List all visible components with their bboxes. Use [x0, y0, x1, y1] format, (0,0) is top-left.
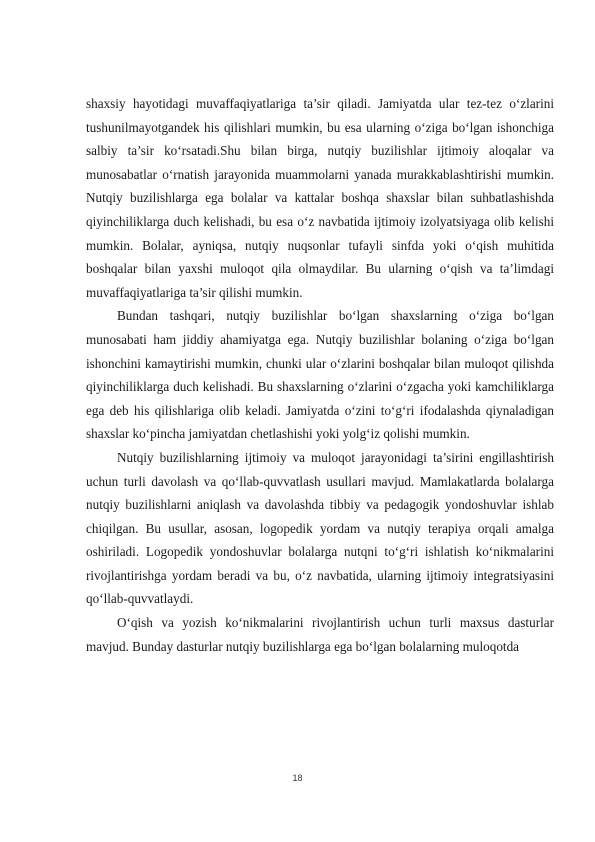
- page-number: 18: [292, 773, 303, 783]
- document-body: [86, 92, 554, 658]
- paragraph-1: shaxsiy hayotidagi muvaffaqiyatlariga ta’sir qiladi. Jamiyatda ular tez-tez o‘zlarini tushunilmayotgandek his qilishlari mumkin, bu esa ularning o‘ziga bo‘lgan ishonchiga salbiy ta’sir ko‘rsatadi.Shu bilan birga, nutqiy buzilishlar ijtimoiy aloqalar va munosabatlar o‘rnatish jarayonida muammolarni yanada murakkablashtirishi mumkin. Nutqiy buzilishlarga ega bolalar va kattalar boshqa shaxslar bilan suhbatlashishda qiyinchiliklarga duch kelishadi, bu esa o‘z navbatida ijtimoiy izolyatsiyaga olib kelishi mumkin. Bolalar, ayniqsa, nutqiy nuqsonlar tufayli sinfda yoki o‘qish muhitida boshqalar bilan yaxshi muloqot qila olmaydilar. Bu ularning o‘qish va ta’limdagi muvaffaqiyatlariga ta’sir qilishi mumkin.: [86, 96, 554, 300]
- paragraph-2: Bundan tashqari, nutqiy buzilishlar bo‘lgan shaxslarning o‘ziga bo‘lgan munosabati ham jiddiy ahamiyatga ega. Nutqiy buzilishlar bolaning o‘ziga bo‘lgan ishonchini kamaytirishi mumkin, chunki ular o‘zlarini boshqalar bilan muloqot qilishda qiyinchiliklarga duch kelishadi. Bu shaxslarning o‘zlarini o‘zgacha yoki kamchiliklarga ega deb his qilishlariga olib keladi. Jamiyatda o‘zini to‘g‘ri ifodalashda qiynaladigan shaxslar ko‘pincha jamiyatdan chetlashishi yoki yolg‘iz qolishi mumkin.: [86, 308, 554, 442]
- paragraph-3: Nutqiy buzilishlarning ijtimoiy va muloqot jarayonidagi ta’sirini engillashtirish uchun turli davolash va qo‘llab-quvvatlash usullari mavjud. Mamlakatlarda bolalarga nutqiy buzilishlarni aniqlash va davolashda tibbiy va pedagogik yondoshuvlar ishlab chiqilgan. Bu usullar, asosan, logopedik yordam va nutqiy terapiya orqali amalga oshiriladi. Logopedik yondoshuvlar bolalarga nutqni to‘g‘ri ishlatish ko‘nikmalarini rivojlantirishga yordam beradi va bu, o‘z navbatida, ularning ijtimoiy integratsiyasini qo‘llab-quvvatlaydi.: [86, 449, 554, 607]
- paragraph-4: O‘qish va yozish ko‘nikmalarini rivojlantirish uchun turli maxsus dasturlar mavjud. Bunday dasturlar nutqiy buzilishlarga ega bo‘lgan bolalarning muloqotda: [86, 615, 554, 654]
